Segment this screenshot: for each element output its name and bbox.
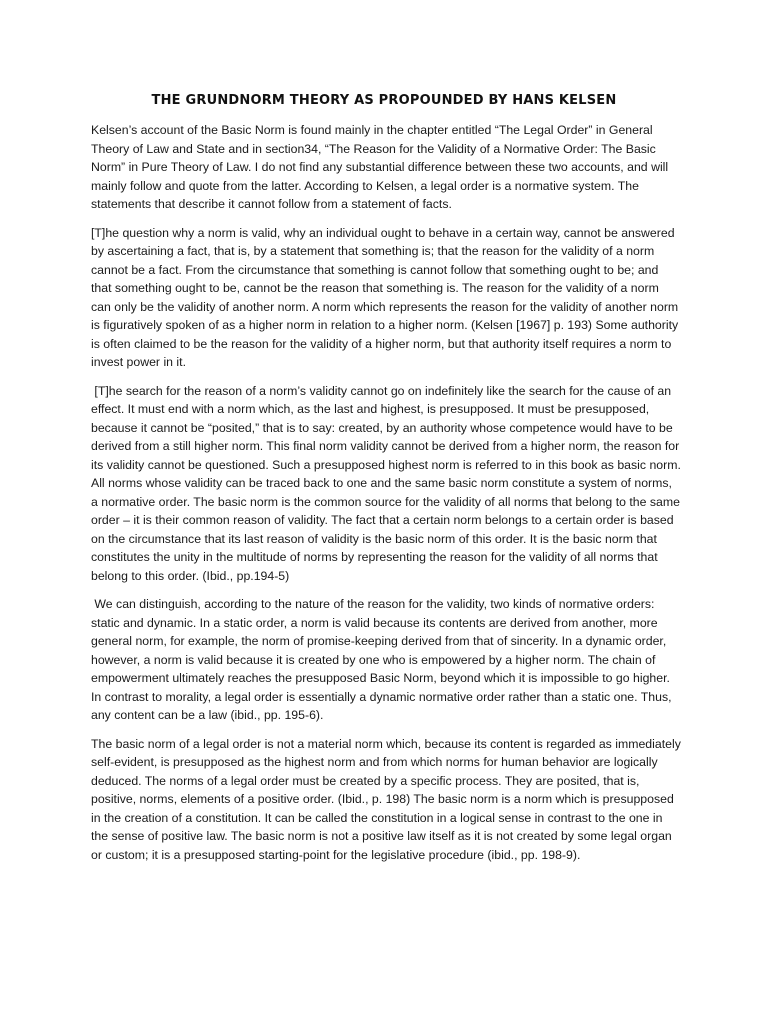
paragraph-static-dynamic: We can distinguish, according to the nature of the reason for the validity, two kinds of normative orders: static and dynamic. In a static order, a norm is valid because its contents are derived from another, more general norm, for example, the norm of promise-keeping derived from that of sincerity. In a dynamic order, however, a norm is valid because it is created by one who is empowered by a higher norm. The chain of empowerment ultimately reaches the presupposed Basic Norm, beyond which it is impossible to go higher. In contrast to morality, a legal order is essentially a dynamic normative order rather than a static one. Thus, any content can be a law (ibid., pp. 195-6). xyxy=(91,597,679,722)
paragraph-quote-basic-norm: [T]he search for the reason of a norm’s validity cannot go on indefinitely like the search for the cause of an effect. It must end with a norm which, as the last and highest, is presupposed. It must be presupposed, because it cannot be “posited,” that is to say: created, by an authority whose competence would have to be derived from a still higher norm. This final norm validity cannot be derived from a higher norm, the reason for its validity cannot be questioned. Such a presupposed highest norm is referred to in this book as basic norm. All norms whose validity can be traced back to one and the same basic norm constitute a system of norms, a normative order. The basic norm is the common source for the validity of all norms that belong to the same order – it is their common reason of validity. The fact that a certain norm belongs to a certain order is based on the circumstance that its last reason of validity is the basic norm of this order. It is the basic norm that constitutes the unity in the multitude of norms by representing the reason for the validity of all norms that belong to this order. (Ibid., pp.194-5) xyxy=(91,383,684,583)
paragraph-quote-validity: [T]he question why a norm is valid, why an individual ought to behave in a certain way, cannot be answered by ascertaining a fact, that is, by a statement that something is; that the reason for the validity of a norm cannot be a fact. From the circumstance that something is cannot follow that something ought to be; and that something ought to be, cannot be the reason that something is. The reason for the validity of a norm can only be the validity of another norm. A norm which represents the reason for the validity of another norm is figuratively spoken of as a higher norm in relation to a higher norm. (Kelsen [1967] p. 193) Some authority is often claimed to be the reason for the validity of a higher norm, but that authority itself requires a norm to invest power in it. xyxy=(91,225,682,369)
paragraph-intro: Kelsen’s account of the Basic Norm is found mainly in the chapter entitled “The Legal Order” in General Theory of Law and State and in section34, “The Reason for the Validity of a Normative Order: The Basic Norm” in Pure Theory of Law. I do not find any substantial difference between these two accounts, and will mainly follow and quote from the latter. According to Kelsen, a legal order is a normative system. The statements that describe it cannot follow from a statement of facts. xyxy=(91,123,672,211)
document-body xyxy=(91,121,685,874)
document-title: THE GRUNDNORM THEORY AS PROPOUNDED BY HANS KELSEN xyxy=(151,93,617,108)
paragraph-legal-order: The basic norm of a legal order is not a material norm which, because its content is regarded as immediately self-evident, is presupposed as the highest norm and from which norms for human behavior are logically deduced. The norms of a legal order must be created by a specific process. They are posited, that is, positive, norms, elements of a positive order. (Ibid., p. 198) The basic norm is a norm which is presupposed in the creation of a constitution. It can be called the constitution in a logical sense in contrast to the one in the sense of positive law. The basic norm is not a positive law itself as it is not created by some legal organ or custom; it is a presupposed starting-point for the legislative procedure (ibid., pp. 198-9). xyxy=(91,736,685,862)
